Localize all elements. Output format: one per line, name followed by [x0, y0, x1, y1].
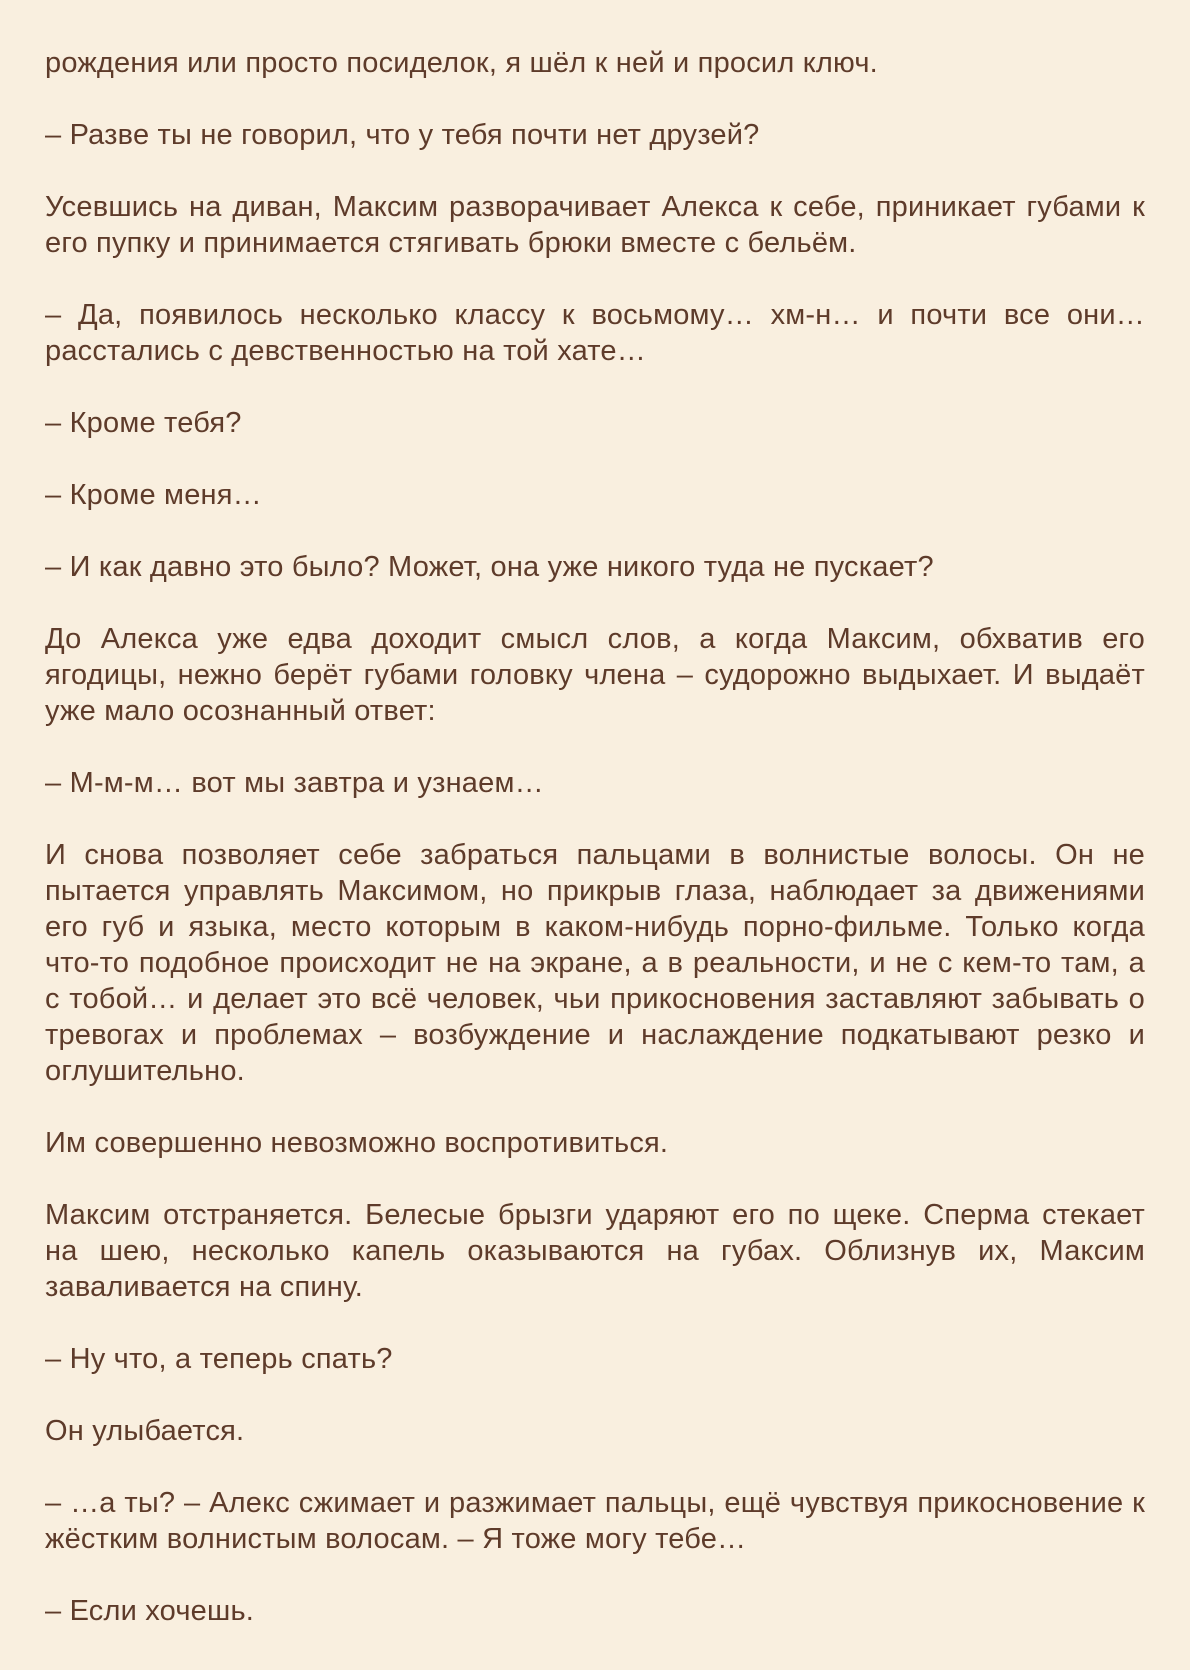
paragraph-15: – …а ты? – Алекс сжимает и разжимает пальцы, ещё чувствуя прикосновение к жёстким волнистым волосам. – Я тоже могу тебе… — [45, 1487, 1145, 1555]
paragraph-6: – Кроме меня… — [45, 479, 262, 511]
paragraph-9: – М-м-м… вот мы завтра и узнаем… — [45, 767, 544, 799]
paragraph-8: До Алекса уже едва доходит смысл слов, а когда Максим, обхватив его ягодицы, нежно берёт губами головку члена – судорожно выдыхает. И выдаёт уже мало осознанный ответ: — [45, 623, 1145, 727]
paragraph-7: – И как давно это было? Может, она уже никого туда не пускает? — [45, 551, 934, 583]
paragraph-12: Максим отстраняется. Белесые брызги ударяют его по щеке. Сперма стекает на шею, несколько капель оказываются на губах. Облизнув их, Максим заваливается на спину. — [45, 1199, 1145, 1303]
paragraph-4: – Да, появилось несколько классу к восьмому… хм-н… и почти все они… расстались с девственностью на той хате… — [45, 299, 1145, 367]
paragraph-2: – Разве ты не говорил, что у тебя почти нет друзей? — [45, 119, 760, 151]
paragraph-3: Усевшись на диван, Максим разворачивает Алекса к себе, приникает губами к его пупку и принимается стягивать брюки вместе с бельём. — [45, 191, 1145, 259]
paragraph-10: И снова позволяет себе забраться пальцами в волнистые волосы. Он не пытается управлять Максимом, но прикрыв глаза, наблюдает за движениями его губ и языка, место которым в каком-нибудь порно-фильме. Только когда что-то подобное происходит не на экране, а в реальности, и не с кем-то там, а с тобой… и делает это всё человек, чьи прикосновения заставляют забывать о тревогах и проблемах – возбуждение и наслаждение подкатывают резко и оглушительно. — [45, 839, 1145, 1087]
paragraph-1: рождения или просто посиделок, я шёл к ней и просил ключ. — [45, 47, 878, 79]
paragraph-13: – Ну что, а теперь спать? — [45, 1343, 393, 1375]
paragraph-5: – Кроме тебя? — [45, 407, 242, 439]
paragraph-11: Им совершенно невозможно воспротивиться. — [45, 1127, 669, 1159]
paragraph-14: Он улыбается. — [45, 1415, 245, 1447]
paragraph-16: – Если хочешь. — [45, 1595, 255, 1627]
